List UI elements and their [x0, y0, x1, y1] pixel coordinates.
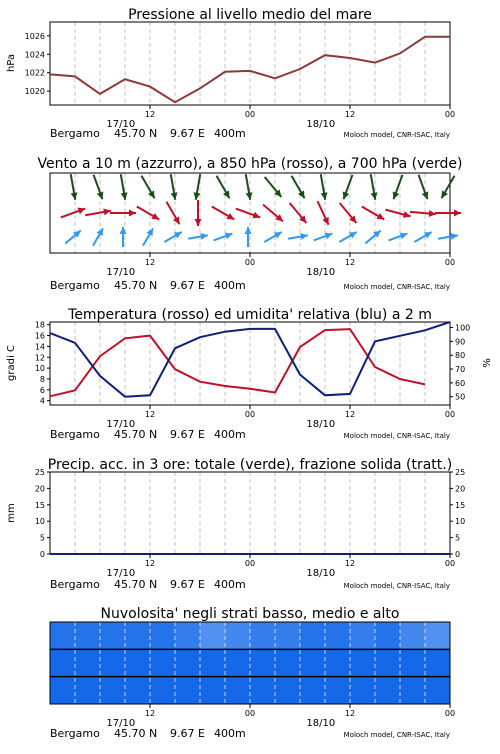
location-lat: 45.70 N: [114, 127, 158, 140]
cloud-cell: [100, 649, 126, 677]
wind-arrow-head: [120, 227, 127, 234]
wind-arrow-head: [321, 192, 328, 200]
cloud-cell: [125, 649, 151, 677]
cloud-cell: [225, 622, 251, 650]
date-label: 18/10: [306, 718, 336, 729]
cloud-cell: [325, 649, 351, 677]
x-tick-label: 00: [444, 110, 456, 119]
location-alt: 400m: [214, 279, 246, 292]
cloud-cell: [100, 622, 126, 650]
y-tick-label-right: 15: [455, 500, 466, 510]
x-tick-label: 00: [444, 410, 456, 419]
location-lat: 45.70 N: [114, 428, 158, 441]
model-credit: Moloch model, CNR-ISAC, Italy: [343, 432, 450, 440]
date-label: 17/10: [106, 119, 136, 130]
wind-arrow-head: [121, 192, 128, 200]
location-name: Bergamo: [50, 578, 100, 591]
y-tick-label-right: 0: [455, 550, 461, 559]
temp-y-label: gradi C: [6, 345, 17, 381]
pressure-chart-title: Pressione al livello medio del mare: [128, 7, 372, 23]
x-tick-label: 12: [344, 559, 356, 568]
cloud-chart-title: Nuvolosita' negli strati basso, medio e alto: [100, 606, 400, 622]
cloud-cell: [300, 649, 326, 677]
wind-arrow-head: [429, 210, 436, 217]
wind-arrow-head: [195, 219, 202, 226]
date-label: 18/10: [306, 568, 336, 579]
location-lat: 45.70 N: [114, 578, 158, 591]
y-tick-label-right: 90: [455, 337, 466, 347]
cloud-cell: [150, 649, 176, 677]
y-tick-label: 1022: [24, 68, 45, 78]
cloud-cell: [125, 677, 151, 705]
cloud-cell: [50, 677, 76, 705]
date-label: 18/10: [306, 267, 336, 278]
y-tick-label-right: 50: [455, 392, 466, 402]
date-label: 17/10: [106, 718, 136, 729]
cloud-cell: [375, 622, 401, 650]
date-label: 17/10: [106, 419, 136, 430]
y-tick-label-right: 25: [455, 468, 466, 477]
pressure-y-label: hPa: [6, 53, 17, 73]
wind-arrow-head: [300, 233, 308, 240]
cloud-cell: [75, 649, 101, 677]
location-alt: 400m: [214, 127, 246, 140]
cloud-cell: [150, 622, 176, 650]
y-tick-label-right: 80: [455, 351, 466, 361]
y-tick-label: 12: [34, 353, 45, 363]
cloud-cell: [350, 622, 376, 650]
cloud-cell: [275, 677, 301, 705]
date-label: 17/10: [106, 568, 136, 579]
cloud-cell: [200, 677, 226, 705]
date-label: 18/10: [306, 119, 336, 130]
cloud-cell: [275, 622, 301, 650]
y-tick-label: 10: [34, 364, 45, 374]
temp-chart-title: Temperatura (rosso) ed umidita' relativa (blu) a 2 m: [68, 307, 432, 323]
cloud-cell: [175, 622, 201, 650]
x-tick-label: 12: [144, 410, 156, 419]
wind-chart-title: Vento a 10 m (azzurro), a 850 hPa (rosso), a 700 hPa (verde): [37, 156, 463, 172]
wind-arrow-head: [200, 233, 208, 240]
wind-arrow-head: [129, 210, 136, 217]
location-alt: 400m: [214, 578, 246, 591]
x-tick-label: 00: [244, 559, 256, 568]
location-alt: 400m: [214, 727, 246, 740]
x-tick-label: 12: [344, 258, 356, 267]
y-tick-label: 20: [34, 484, 45, 494]
cloud-cell: [200, 649, 226, 677]
y-tick-label: 6: [39, 385, 45, 395]
x-tick-label: 00: [444, 258, 456, 267]
cloud-cell: [50, 649, 76, 677]
y-tick-label-right: 5: [455, 533, 461, 543]
y-tick-label-right: 100: [455, 323, 471, 333]
location-lon: 9.67 E: [170, 127, 205, 140]
x-tick-label: 00: [444, 559, 456, 568]
x-tick-label: 00: [244, 709, 256, 718]
location-alt: 400m: [214, 428, 246, 441]
wind-arrow-head: [450, 233, 458, 240]
cloud-cell: [400, 677, 426, 705]
y-tick-label: 1020: [24, 87, 45, 97]
y-tick-label: 16: [34, 331, 45, 341]
location-name: Bergamo: [50, 127, 100, 140]
model-credit: Moloch model, CNR-ISAC, Italy: [343, 283, 450, 291]
y-tick-label: 18: [34, 320, 45, 330]
wind-arrow-head: [103, 209, 111, 216]
cloud-cell: [375, 649, 401, 677]
y-tick-label-right: 20: [455, 484, 466, 494]
wind-arrow-head: [245, 227, 252, 234]
x-tick-label: 00: [444, 709, 456, 718]
cloud-cell: [325, 622, 351, 650]
wind-arrow-head: [171, 192, 178, 200]
precip-chart-title: Precip. acc. in 3 ore: totale (verde), frazione solida (tratt.): [47, 457, 453, 473]
y-tick-label: 10: [34, 517, 45, 527]
x-tick-label: 00: [244, 258, 256, 267]
y-tick-label: 14: [34, 342, 45, 352]
x-tick-label: 12: [144, 258, 156, 267]
wind-arrow-head: [454, 210, 461, 217]
wind-arrow-head: [194, 192, 201, 200]
y-tick-label: 8: [39, 374, 45, 384]
cloud-cell: [400, 622, 426, 650]
cloud-cell: [350, 649, 376, 677]
location-lat: 45.70 N: [114, 727, 158, 740]
y-tick-label: 1024: [24, 50, 45, 60]
wind-arrow-head: [71, 192, 78, 200]
x-tick-label: 00: [244, 410, 256, 419]
temperature-line: [50, 329, 425, 396]
cloud-cell: [425, 677, 451, 705]
cloud-cell: [300, 622, 326, 650]
cloud-cell: [125, 622, 151, 650]
x-tick-label: 12: [144, 110, 156, 119]
y-tick-label: 1026: [24, 31, 45, 41]
y-tick-label: 0: [39, 550, 45, 559]
cloud-cell: [150, 677, 176, 705]
x-tick-label: 00: [244, 110, 256, 119]
date-label: 18/10: [306, 419, 336, 430]
location-lon: 9.67 E: [170, 279, 205, 292]
y-tick-label-right: 70: [455, 365, 466, 375]
location-name: Bergamo: [50, 279, 100, 292]
model-credit: Moloch model, CNR-ISAC, Italy: [343, 131, 450, 139]
location-name: Bergamo: [50, 727, 100, 740]
x-tick-label: 12: [344, 410, 356, 419]
cloud-cell: [50, 622, 76, 650]
cloud-cell: [250, 649, 276, 677]
y-tick-label: 4: [39, 396, 45, 406]
model-credit: Moloch model, CNR-ISAC, Italy: [343, 582, 450, 590]
location-lon: 9.67 E: [170, 578, 205, 591]
cloud-cell: [75, 622, 101, 650]
cloud-cell: [75, 677, 101, 705]
cloud-cell: [375, 677, 401, 705]
cloud-cell: [350, 677, 376, 705]
humidity-y-label: %: [482, 358, 493, 368]
cloud-cell: [225, 649, 251, 677]
cloud-cell: [300, 677, 326, 705]
cloud-cell: [225, 677, 251, 705]
date-label: 17/10: [106, 267, 136, 278]
x-tick-label: 12: [344, 110, 356, 119]
precip-plot-frame: [50, 472, 450, 554]
cloud-cell: [425, 649, 451, 677]
x-tick-label: 12: [344, 709, 356, 718]
cloud-cell: [325, 677, 351, 705]
cloud-cell: [175, 677, 201, 705]
y-tick-label: 25: [34, 468, 45, 477]
y-tick-label: 15: [34, 500, 45, 510]
cloud-cell: [275, 649, 301, 677]
wind-arrow-head: [246, 192, 253, 200]
cloud-cell: [200, 622, 226, 650]
location-lon: 9.67 E: [170, 428, 205, 441]
cloud-cell: [100, 677, 126, 705]
location-name: Bergamo: [50, 428, 100, 441]
model-credit: Moloch model, CNR-ISAC, Italy: [343, 731, 450, 739]
y-tick-label-right: 60: [455, 378, 466, 388]
precip-y-label: mm: [6, 503, 17, 523]
y-tick-label: 5: [39, 533, 45, 543]
cloud-cell: [400, 649, 426, 677]
cloud-cell: [175, 649, 201, 677]
wind-arrow-head: [371, 192, 378, 200]
cloud-cell: [250, 622, 276, 650]
location-lat: 45.70 N: [114, 279, 158, 292]
x-tick-label: 12: [144, 709, 156, 718]
cloud-cell: [425, 622, 451, 650]
x-tick-label: 12: [144, 559, 156, 568]
y-tick-label-right: 10: [455, 517, 466, 527]
cloud-cell: [250, 677, 276, 705]
location-lon: 9.67 E: [170, 727, 205, 740]
